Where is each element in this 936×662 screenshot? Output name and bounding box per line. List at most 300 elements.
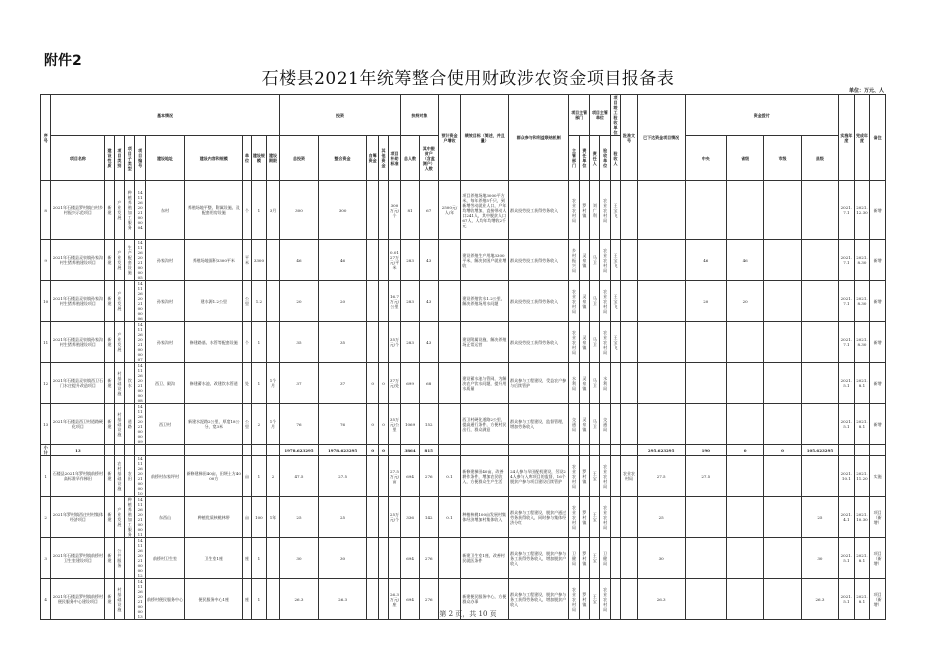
cell-people: 283 [401,322,420,363]
cell-person: 马卫 [590,363,600,404]
subtotal-empty [870,445,886,456]
cell-people: 694 [401,456,420,497]
project-table [40,94,886,620]
cell-resp: 罗村镇 [579,181,589,240]
cell-period: 1年 [267,497,280,538]
cell-period: 1个月 [267,404,280,445]
cell-integrated: 26.3 [319,579,367,620]
subtotal-empty [610,445,620,456]
header-county: 县级 [801,136,838,181]
cell-total: 25 [279,497,318,538]
cell-poor: 142 [419,497,438,538]
subtotal-empty [243,445,251,456]
cell-end: 2021.11.20 [854,456,870,497]
page-title: 石楼县2021年统筹整合使用财政涉农资金项目报备表 [261,69,675,89]
cell-code: 1411262021000008 [135,363,145,404]
cell-central: 46 [685,240,727,281]
cell-person: 王宝 [590,579,600,620]
cell-county [801,240,838,281]
cell-acc: 农业农村局 [600,322,610,363]
cell-period: 3月 [267,181,280,240]
cell-subsidy [388,538,401,579]
cell-prov: 20 [727,281,764,322]
cell-total: 76 [279,404,318,445]
cell-chief: 农业农村局 [569,579,579,620]
cell-acc_person [610,456,620,497]
cell-period [267,322,280,363]
cell-category: 农村基础设施 [114,456,124,497]
cell-nature: 新建 [105,181,114,240]
cell-mass: 群众投劳投工获得劳务收入 [509,181,569,240]
cell-subsidy: 300万元/个 [388,181,401,240]
subtotal-empty [854,445,870,456]
cell-self [366,240,378,281]
cell-resp: 罗村镇 [579,456,589,497]
cell-self [366,456,378,497]
cell-doc [621,497,638,538]
cell-person: 马卫 [590,240,600,281]
cell-central [685,538,727,579]
cell-total: 26.3 [279,579,318,620]
header-acc-unit: 验收单位 [600,136,610,181]
cell-no: 11 [41,322,51,363]
cell-poor: 43 [419,240,438,281]
cell-start: 2021.10.1 [839,456,855,497]
cell-content: 修建路基、水管等配套设施 [185,322,243,363]
cell-acc: 水利局 [600,363,610,404]
header-remark: 备注 [870,95,886,181]
cell-city [764,240,801,281]
cell-no: 10 [41,281,51,322]
cell-unit: 座 [243,538,251,579]
subtotal-self: 0 [366,445,378,456]
cell-goal: 建设蓄水池与管网，为解决农户饮水问题，提升用水质量 [461,363,509,404]
subtotal-central: 190 [685,445,727,456]
cell-remark: 新增 [870,281,886,322]
cell-chief: 农业农村局 [569,281,579,322]
subtotal-empty [438,445,461,456]
cell-mass: 群众参与工程建设，脱贫户参与务工获得劳务收入，增加脱贫户收入 [509,579,569,620]
cell-scale: 3300 [251,240,267,281]
cell-period [267,538,280,579]
subtotal-city: 0 [764,445,801,456]
cell-subsidy: 37万元/处 [388,363,401,404]
header-period: 建设期限 [267,136,280,181]
cell-resp: 灵泉镇 [579,240,589,281]
cell-total: 20 [279,281,318,322]
table-row [41,240,886,281]
cell-prov: 46 [727,240,764,281]
subtotal-empty [461,445,509,456]
cell-acc_person: 王宝飞 [610,281,620,322]
cell-content: 便民服务中心1座 [185,579,243,620]
cell-poor: 276 [419,538,438,579]
cell-name: 2021年石楼县灵泉镇西卫石门水庄提升改造项目 [51,363,105,404]
cell-location: 孙家沟村 [145,281,184,322]
header-scale: 建设规模 [251,136,267,181]
header-province: 省级 [727,136,764,181]
cell-start: 2021.5.1 [839,538,855,579]
cell-unit: 平米 [243,240,251,281]
cell-code: 1411262021000007 [135,322,145,363]
header-prev: 已下达资金项目情况 [637,95,685,181]
cell-acc: 农业农村局 [600,281,610,322]
header-city: 市级 [764,136,801,181]
header-code: 项目编号 [135,136,145,181]
cell-resp: 灵泉镇 [579,281,589,322]
cell-person: 刘广利 [590,181,600,240]
header-total: 总投资 [279,136,318,181]
cell-subsidy: 0.0127万元/平米 [388,240,401,281]
cell-self [366,281,378,322]
subtotal-people: 3864 [401,445,420,456]
cell-person: 马卫 [590,404,600,445]
subtotal-empty [135,445,145,456]
subtotal-empty [579,445,589,456]
header-integrated: 整合资金 [319,136,367,181]
cell-category: 产业发展 [114,281,124,322]
cell-city [764,281,801,322]
cell-acc_person: 王宝飞 [610,240,620,281]
cell-name: 2021年石楼县罗村镇前桥村便民服务中心建设项目 [51,579,105,620]
header-resp-unit: 责任单位 [579,136,589,181]
cell-subtype: 种植养殖加工服务 [125,181,135,240]
cell-start: 2021.4.1 [839,497,855,538]
header-income: 预计资金户增收 [438,95,461,181]
cell-no: 9 [41,240,51,281]
header-nature: 建设性质 [105,136,114,181]
cell-total: 47.5 [279,456,318,497]
cell-no: 3 [41,538,51,579]
cell-goal: 建设养殖饮水1.2公里，解决养殖场用水问题 [461,281,509,322]
cell-poor: 68 [419,363,438,404]
cell-doc [621,538,638,579]
cell-people: 1069 [401,404,420,445]
cell-acc_person: 王宝飞 [610,181,620,240]
cell-end: 2021.8.30 [854,322,870,363]
cell-person: 王宝 [590,456,600,497]
cell-scale: 1 [251,456,267,497]
cell-code: 1411262021000005 [135,240,145,281]
header-location: 建设地址 [145,136,184,181]
cell-subsidy: 16.7万元/公里 [388,281,401,322]
cell-county [801,181,838,240]
cell-prev [637,363,685,404]
cell-location: 东村 [145,181,184,240]
cell-nature: 新建 [105,363,114,404]
cell-nature: 新建 [105,456,114,497]
cell-code: 1411262021000013 [135,579,145,620]
cell-prev: 30 [637,538,685,579]
cell-remark: 项目（新增） [870,497,886,538]
cell-category: 村基础设施 [114,579,124,620]
cell-subtype: 道路 [125,404,135,445]
cell-other [379,322,388,363]
cell-location: 西卫村 [145,404,184,445]
cell-goal: 新修建梯田40亩，改善耕作条件，增加农民收入，方便群众生产生活 [461,456,509,497]
cell-doc [621,322,638,363]
cell-start: 2021.5.1 [839,363,855,404]
cell-code: 1411262021000004 [135,181,145,240]
cell-subtype [125,281,135,322]
cell-goal: 种植核桃100亩发展村集体经济增加村集体收入 [461,497,509,538]
cell-unit: 公里 [243,281,251,322]
cell-prov [727,322,764,363]
cell-acc_person [610,363,620,404]
cell-mass: 群众投劳投工获得劳务收入 [509,281,569,322]
subtotal-empty [600,445,610,456]
cell-chief: 交通局 [569,404,579,445]
cell-no: 1 [41,456,51,497]
cell-mass: 群众投劳投工获得劳务收入 [509,240,569,281]
cell-period [267,240,280,281]
cell-total: 300 [279,181,318,240]
cell-resp: 罗村镇 [579,497,589,538]
cell-nature: 新建 [105,497,114,538]
subtotal-empty [125,445,135,456]
cell-county: 30 [801,538,838,579]
cell-nature: 新建 [105,579,114,620]
cell-mass: 群众参与工程建设，脱贫户通过劳务获得收入，同时参与集体经济分红 [509,497,569,538]
cell-location: 东西山 [145,497,184,538]
cell-acc: 农业农村局 [600,181,610,240]
header-name: 项目名称 [51,136,105,181]
cell-code: 1411262021000012 [135,538,145,579]
cell-central: 20 [685,281,727,322]
cell-integrated: 46 [319,240,367,281]
cell-remark: 项目（新增） [870,579,886,620]
subtotal-prev: 295.623295 [637,445,685,456]
cell-scale: 1 [251,579,267,620]
cell-name: 2021年石楼县灵泉镇孙家沟村生猪养殖建设项目 [51,240,105,281]
cell-central: 27.5 [685,456,727,497]
cell-other [379,240,388,281]
cell-content: 种植优质核桃林带 [185,497,243,538]
cell-start: 2021.7.1 [839,181,855,240]
cell-income: 0.1 [438,497,461,538]
cell-self [366,538,378,579]
cell-resp: 罗村镇 [579,579,589,620]
table-row [41,363,886,404]
cell-period: 1个月 [267,363,280,404]
cell-location: 前桥村东家坪村 [145,456,184,497]
table-row [41,538,886,579]
subtotal-empty [621,445,638,456]
cell-total: 37 [279,363,318,404]
table-row [41,404,886,445]
cell-remark: 新增 [870,363,886,404]
cell-subtype: 生产配套设施 [125,240,135,281]
header-impl: 项目主管单位 [590,95,611,136]
cell-nature: 新建 [105,281,114,322]
subtotal-total: 1978.623295 [279,445,318,456]
cell-scale: 1 [251,538,267,579]
cell-unit: 公里 [243,404,251,445]
cell-mass: 群众投劳投工获得劳务收入 [509,322,569,363]
cell-people: 699 [401,363,420,404]
cell-prev [637,322,685,363]
cell-city [764,322,801,363]
cell-remark: 新增 [870,322,886,363]
cell-prov [727,181,764,240]
header-category: 项目类别 [114,136,124,181]
table-row [41,322,886,363]
cell-content: 修建蓄水池、改建饮水管道 [185,363,243,404]
cell-category: 村基础设施 [114,363,124,404]
cell-county: 25 [801,497,838,538]
header-resp-person: 责任人 [590,136,600,181]
cell-chief: 农业农村局 [569,497,579,538]
header-investment: 投资 [279,95,400,136]
cell-poor: 43 [419,281,438,322]
cell-city [764,538,801,579]
cell-content: 养殖场地面积3300平米 [185,240,243,281]
cell-remark: 新增 [870,240,886,281]
cell-scale: 100 [251,497,267,538]
cell-subsidy: 25万元/个 [388,497,401,538]
cell-integrated: 76 [319,404,367,445]
subtotal-poor: 815 [419,445,438,456]
header-start: 实施年度 [839,95,855,181]
cell-other [379,497,388,538]
cell-other [379,181,388,240]
header-funds: 资金拨付 [685,95,839,136]
cell-subsidy: 26.3万元/座 [388,579,401,620]
cell-central [685,181,727,240]
cell-integrated: 300 [319,181,367,240]
cell-code: 1411262021000011 [135,497,145,538]
unit-note: 单位：万元、人 [848,88,884,94]
cell-acc: 交通局 [600,404,610,445]
cell-subsidy: 27.5万元/亩 [388,456,401,497]
header-end: 完成年度 [854,95,870,181]
cell-doc: 农业农村局 [621,456,638,497]
header-goal: 绩效目标（简述，并且量） [461,95,509,181]
cell-county [801,456,838,497]
subtotal-row [41,445,886,456]
attachment-label: 附件2 [44,53,82,69]
cell-chief: 农业农村局 [569,181,579,240]
subtotal-empty [388,445,401,456]
subtotal-empty [569,445,579,456]
cell-people: 81 [401,181,420,240]
cell-poor: 152 [419,404,438,445]
cell-subtype [125,538,135,579]
cell-unit: 处 [243,363,251,404]
cell-central [685,404,727,445]
cell-integrated: 27.5 [319,456,367,497]
table-row [41,181,886,240]
subtotal-empty [590,445,600,456]
subtotal-empty [251,445,267,456]
cell-end: 2021.8.1 [854,404,870,445]
cell-name: 2021年石楼县罗村镇白村乡村振兴示范项目 [51,181,105,240]
cell-subtype: 饮水 [125,363,135,404]
cell-mass: 群众参与工程建设，监督管理，增加劳务收入 [509,404,569,445]
header-doc: 批准文号 [621,95,638,181]
cell-acc_person [610,538,620,579]
cell-county [801,404,838,445]
cell-location: 前桥村便民服务中心 [145,579,184,620]
header-mass: 群众参与和利益联结机制 [509,95,569,181]
cell-total: 30 [279,538,318,579]
cell-poor: 67 [419,181,438,240]
cell-name: 2021年罗村镇西庄村村集体经济项目 [51,497,105,538]
cell-subtype [125,322,135,363]
cell-resp: 灵泉镇 [579,322,589,363]
cell-end: 2021.8.30 [854,281,870,322]
cell-mass: 群众参与工程建设，受益农户参与后续管护 [509,363,569,404]
cell-name: 2021年石楼县灵泉镇孙家沟村生猪养殖建设项目 [51,281,105,322]
cell-no: 2 [41,497,51,538]
cell-scale: 1 [251,322,267,363]
subtotal-other: 0 [379,445,388,456]
cell-people: 694 [401,538,420,579]
cell-unit: 亩 [243,497,251,538]
header-unit-col: 单位 [243,136,251,181]
cell-integrated: 20 [319,281,367,322]
cell-remark: 实施 [870,456,886,497]
header-subsidy: 项目补助标准 [388,136,401,181]
subtotal-county: 105.623295 [801,445,838,456]
cell-poor: 276 [419,456,438,497]
subtotal-empty [105,445,114,456]
header-self-funds: 自筹资金 [366,136,378,181]
subtotal-count: 13 [51,445,105,456]
cell-unit: 个 [243,322,251,363]
cell-location: 孙家沟村 [145,240,184,281]
header-row [41,95,886,136]
cell-person: 马卫 [590,322,600,363]
cell-income: 2500元/人/年 [438,181,461,240]
cell-central [685,363,727,404]
cell-doc [621,240,638,281]
subtotal-empty [185,445,243,456]
cell-doc [621,363,638,404]
cell-self [366,497,378,538]
cell-end: 2021.8.30 [854,240,870,281]
cell-self: 0 [366,404,378,445]
cell-acc: 农业农村局 [600,456,610,497]
cell-unit: 座 [243,579,251,620]
cell-end: 2021.8.1 [854,363,870,404]
cell-location: 前桥村卫生室 [145,538,184,579]
cell-total: 35 [279,322,318,363]
cell-no: 8 [41,181,51,240]
cell-goal: 项目养殖场地3000平方米，每年养殖5千只，到新增劳动就业人口，户年均增收增加，直接带动人口241人，其中脱贫人口67人，人均年均增收2千元 [461,181,509,240]
cell-name: 2021年石楼县灵泉镇孙家沟村生猪养殖建设项目 [51,322,105,363]
header-subtype: 项目子类型 [125,136,135,181]
cell-acc: 农业农村局 [600,497,610,538]
cell-category: 产业发展 [114,240,124,281]
cell-income [438,240,461,281]
cell-acc: 农业农村局 [600,240,610,281]
cell-county [801,281,838,322]
cell-poor: 43 [419,322,438,363]
cell-subsidy: 35万元/个 [388,322,401,363]
cell-people: 694 [401,579,420,620]
cell-location: 孙家沟村 [145,322,184,363]
cell-city [764,363,801,404]
cell-total: 46 [279,240,318,281]
cell-scale: 2 [251,404,267,445]
header-beneficiary: 扶持对象 [401,95,438,136]
cell-income [438,538,461,579]
cell-mass: 群众参与工程建设，脱贫户参与务工获得劳务收入，增加脱贫户收入 [509,538,569,579]
header-acc-person: 验收人 [610,136,620,181]
cell-city [764,456,801,497]
cell-prov [727,538,764,579]
